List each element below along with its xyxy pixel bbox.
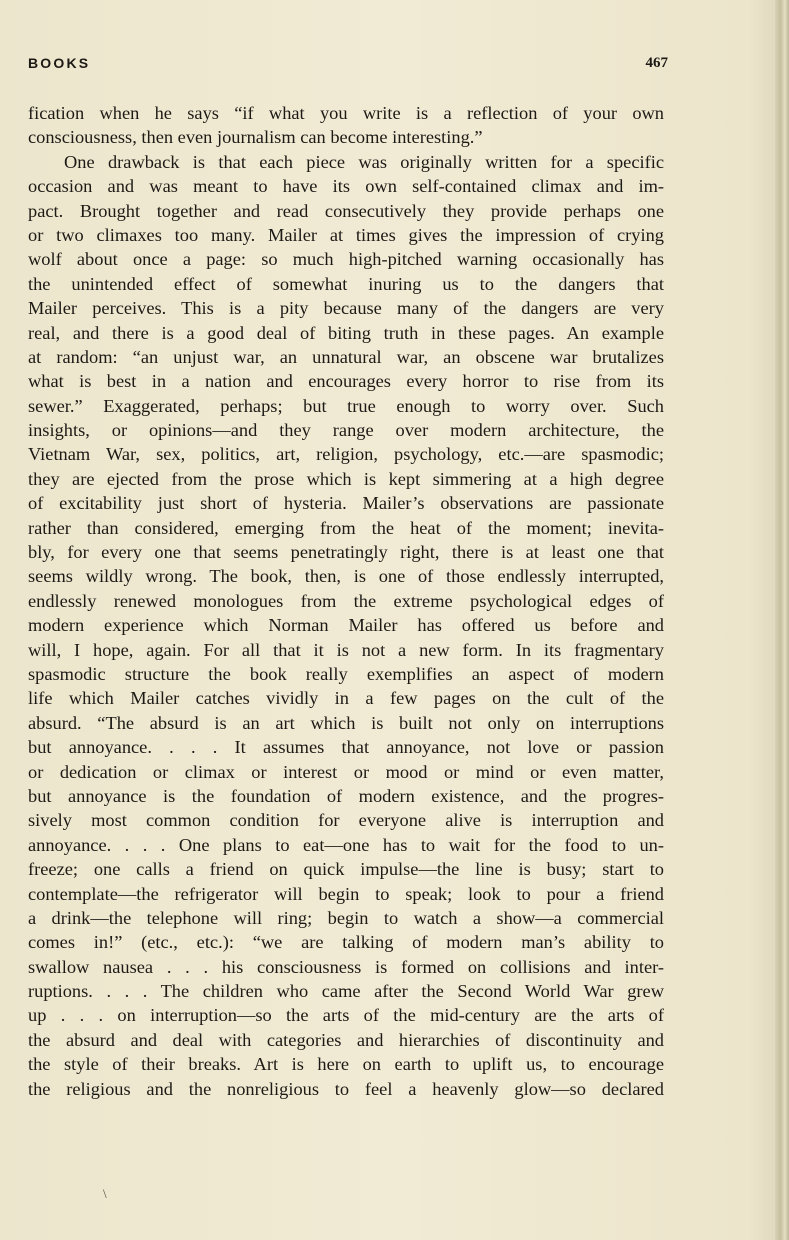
- text-line: a drink—the telephone will ring; begin to watch a show—a commercial: [28, 907, 664, 928]
- text-line: the absurd and deal with categories and hierarchies of discontinuity and: [28, 1029, 664, 1050]
- text-line: Vietnam War, sex, politics, art, religion, psychology, etc.—are spasmodic;: [28, 444, 664, 465]
- body-text: [28, 101, 664, 1101]
- text-line: or two climaxes too many. Mailer at times gives the impression of crying: [28, 224, 664, 245]
- text-line: the unintended effect of somewhat inuring us to the dangers that: [28, 273, 664, 294]
- text-line: spasmodic structure the book really exemplifies an aspect of modern: [28, 663, 664, 684]
- text-line: comes in!” (etc., etc.): “we are talking of modern man’s ability to: [28, 932, 664, 953]
- text-line: pact. Brought together and read consecutively they provide perhaps one: [28, 200, 664, 221]
- page-number: 467: [645, 55, 668, 71]
- text-line: up . . . on interruption—so the arts of the mid-century are the arts of: [28, 1005, 664, 1026]
- text-line: fication when he says “if what you write is a reflection of your own: [28, 103, 664, 123]
- text-line: wolf about once a page: so much high-pitched warning occasionally has: [28, 249, 664, 270]
- text-line: endlessly renewed monologues from the extreme psychological edges of: [28, 590, 664, 611]
- text-line: they are ejected from the prose which is kept simmering at a high degree: [28, 468, 664, 489]
- text-line: annoyance. . . . One plans to eat—one has to wait for the food to un-: [28, 834, 664, 855]
- text-line: Mailer perceives. This is a pity because many of the dangers are very: [28, 298, 664, 319]
- text-line: ruptions. . . . The children who came after the Second World War grew: [28, 981, 664, 1002]
- text-line: will, I hope, again. For all that it is not a new form. In its fragmentary: [28, 639, 664, 660]
- text-line: life which Mailer catches vividly in a few pages on the cult of the: [28, 688, 664, 709]
- text-line: the religious and the nonreligious to feel a heavenly glow—so declared: [28, 1078, 664, 1099]
- text-line: freeze; one calls a friend on quick impulse—the line is busy; start to: [28, 859, 664, 880]
- text-line: at random: “an unjust war, an unnatural war, an obscene war brutalizes: [28, 346, 664, 367]
- running-head: BOOKS: [28, 55, 91, 71]
- text-line: bly, for every one that seems penetratingly right, there is at least one that: [28, 542, 664, 563]
- text-line: but annoyance. . . . It assumes that annoyance, not love or passion: [28, 737, 664, 758]
- text-line: occasion and was meant to have its own self-contained climax and im-: [28, 176, 664, 197]
- text-line: swallow nausea . . . his consciousness is formed on collisions and inter-: [28, 956, 664, 977]
- text-line: absurd. “The absurd is an art which is built not only on interruptions: [28, 712, 664, 733]
- page-gutter-edge: [775, 0, 789, 1240]
- text-line: consciousness, then even journalism can become interesting.”: [28, 127, 483, 148]
- text-line: or dedication or climax or interest or mood or mind or even matter,: [28, 761, 664, 782]
- text-line: sewer.” Exaggerated, perhaps; but true enough to worry over. Such: [28, 395, 664, 416]
- text-line: contemplate—the refrigerator will begin to speak; look to pour a friend: [28, 883, 664, 904]
- text-line: modern experience which Norman Mailer has offered us before and: [28, 615, 664, 636]
- text-line: seems wildly wrong. The book, then, is one of those endlessly interrupted,: [28, 566, 664, 587]
- text-line: sively most common condition for everyone alive is interruption and: [28, 810, 664, 831]
- text-line: of excitability just short of hysteria. Mailer’s observations are passionate: [28, 493, 664, 514]
- text-line: One drawback is that each piece was originally written for a specific: [64, 151, 664, 172]
- text-line: rather than considered, emerging from the heat of the moment; inevita-: [28, 517, 664, 538]
- text-line: insights, or opinions—and they range over modern architecture, the: [28, 420, 664, 441]
- text-line: real, and there is a good deal of biting truth in these pages. An example: [28, 322, 664, 343]
- page-header: [28, 55, 668, 79]
- text-line: but annoyance is the foundation of modern existence, and the progres-: [28, 785, 664, 806]
- stray-pen-mark: \: [103, 1186, 107, 1201]
- text-line: what is best in a nation and encourages every horror to rise from its: [28, 371, 664, 392]
- text-line: the style of their breaks. Art is here on earth to uplift us, to encourage: [28, 1054, 664, 1075]
